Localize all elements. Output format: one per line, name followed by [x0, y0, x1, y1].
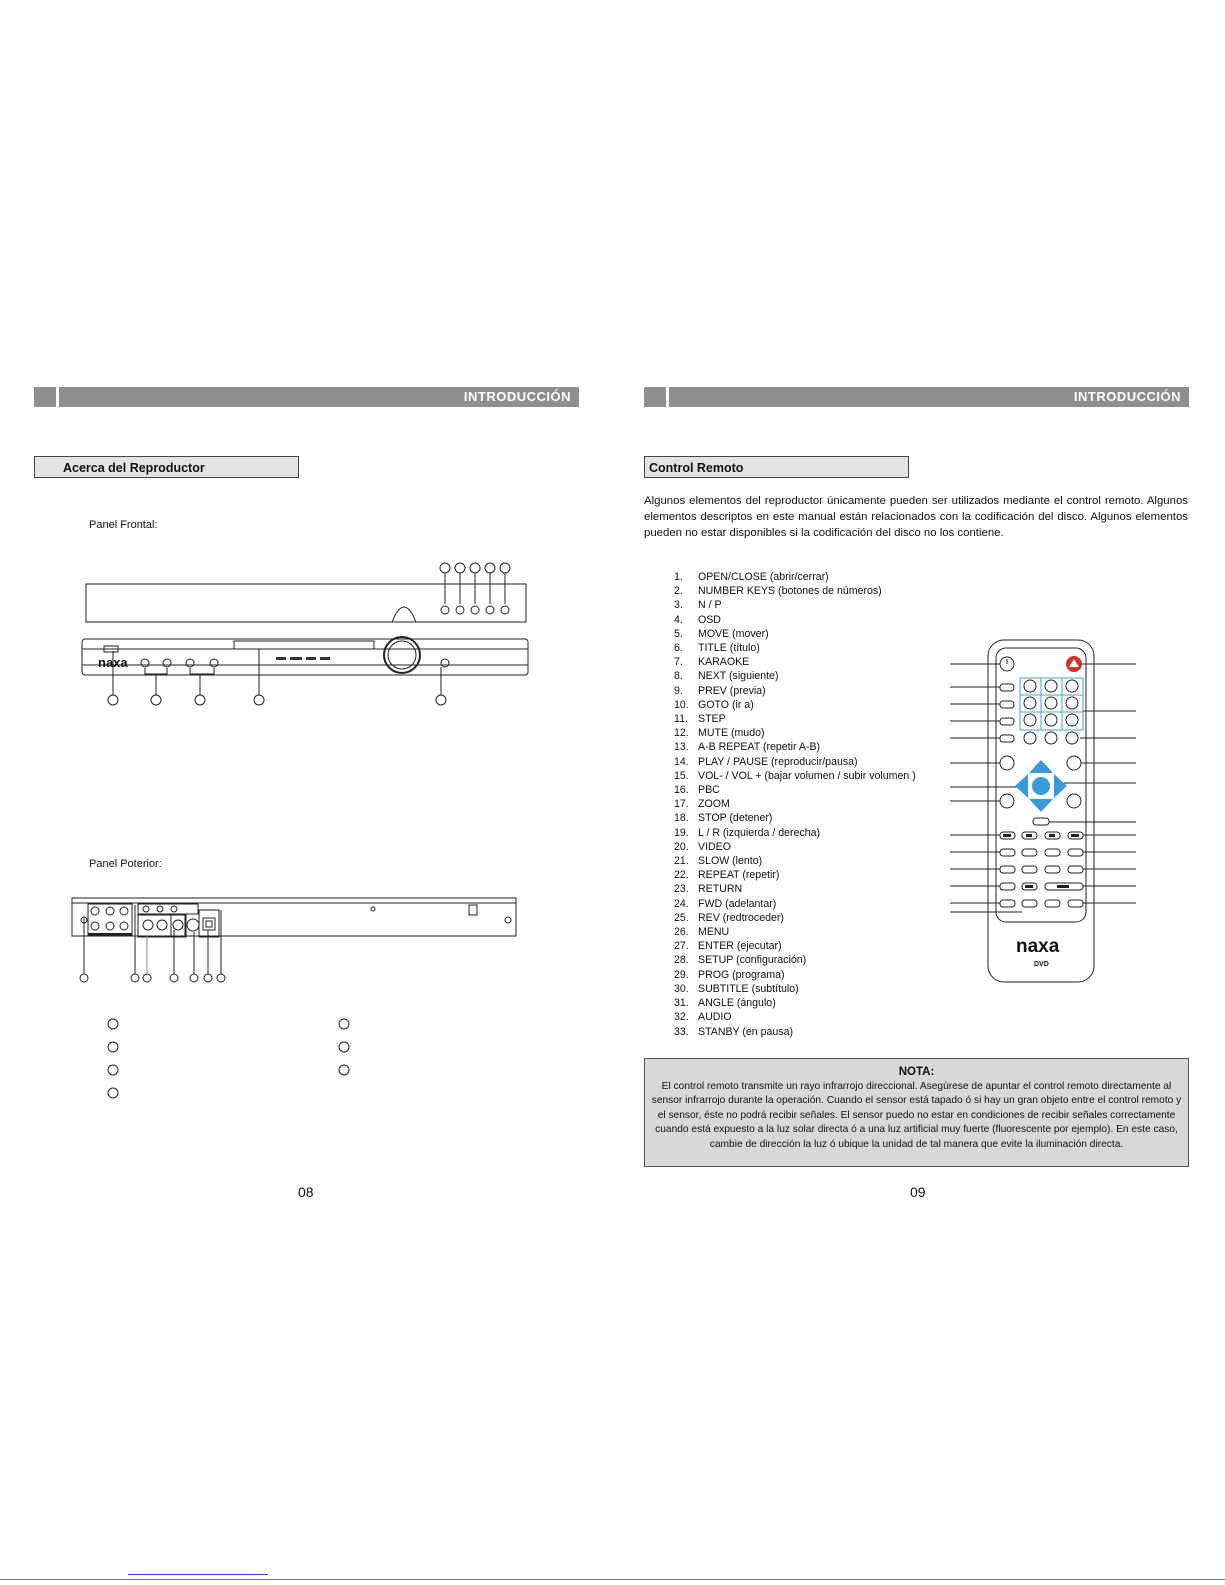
item-text: VIDEO [698, 840, 731, 853]
item-number: 26. [674, 926, 689, 939]
item-number: 13. [674, 741, 689, 754]
nav-left-icon [1015, 774, 1028, 798]
item-text: NUMBER KEYS (botones de números) [698, 585, 882, 598]
item-text: MUTE (mudo) [698, 727, 765, 740]
item-text: SETUP (configuración) [698, 954, 807, 967]
page-number: 09 [910, 1184, 926, 1200]
page-header: INTRODUCCIÓN [59, 387, 579, 407]
item-text: OPEN/CLOSE (abrir/cerrar) [698, 571, 829, 583]
item-text: N / P [698, 599, 722, 612]
list-item [674, 1010, 916, 1024]
item-number: 8. [674, 670, 683, 683]
front-panel-label: Panel Frontal: [89, 519, 158, 531]
item-text: KARAOKE [698, 656, 750, 669]
nav-pad [1015, 760, 1067, 812]
item-number: 24. [674, 897, 689, 910]
item-text: STANBY (en pausa) [698, 1025, 793, 1038]
item-text: ANGLE (ángulo) [698, 997, 776, 1010]
item-number: 11. [674, 713, 688, 726]
item-text: NEXT (siguiente) [698, 670, 779, 683]
item-number: 33. [674, 1025, 689, 1038]
item-number: 15. [674, 769, 689, 782]
remote-brand: naxa [1016, 936, 1060, 957]
item-number: 23. [674, 883, 689, 896]
item-number: 14. [674, 755, 689, 768]
page-number: 08 [298, 1184, 314, 1200]
transport-buttons [1000, 832, 1083, 907]
intro-paragraph: Algunos elementos del reproductor únicamente pueden ser utilizados mediante el control remoto. Algunos elementos descriptos en este manual están relacionados con la codificación del disco. Algunos elementos pueden no estar disponibles si la codificación del disco no los contiene. [644, 495, 1188, 539]
nav-right-icon [1054, 774, 1067, 798]
item-number: 25. [674, 911, 689, 924]
item-number: 20. [674, 840, 689, 853]
item-text: PBC [698, 784, 720, 797]
item-text: REPEAT (repetir) [698, 869, 780, 882]
item-text: PLAY / PAUSE (reproducir/pausa) [698, 755, 858, 768]
note-title: NOTA: [898, 1066, 935, 1078]
rear-panel-label: Panel Poterior: [89, 858, 162, 870]
section-title: Acerca del Reproductor [34, 456, 299, 478]
item-number: 3. [674, 599, 683, 612]
nav-up-icon [1029, 760, 1053, 773]
item-number: 18. [674, 812, 689, 825]
item-number: 29. [674, 968, 689, 981]
item-number: 2. [674, 585, 683, 598]
bottom-rule [0, 1579, 1225, 1580]
item-text: ENTER (ejecutar) [698, 940, 782, 953]
nav-down-icon [1029, 799, 1053, 812]
front-brand: naxa [98, 655, 128, 670]
item-text: MOVE (mover) [698, 627, 769, 640]
item-number: 5. [674, 627, 683, 640]
item-number: 32. [674, 1011, 689, 1024]
item-number: 31. [674, 997, 689, 1010]
note-box [644, 1058, 1189, 1167]
item-number: 6. [674, 642, 683, 655]
item-number: 22. [674, 869, 689, 882]
item-text: A-B REPEAT (repetir A-B) [698, 741, 821, 754]
item-number: 17. [674, 798, 689, 811]
transport-glyphs [1003, 834, 1079, 888]
item-text: ZOOM [698, 798, 730, 811]
item-number: 7. [674, 656, 683, 669]
enter-button [1032, 777, 1050, 795]
item-text: OSD [698, 613, 721, 626]
item-text: TITLE (título) [698, 642, 760, 655]
item-text: MENU [698, 926, 730, 939]
item-text: STEP [698, 713, 726, 726]
item-text: FWD (adelantar) [698, 897, 777, 910]
list-item [674, 1025, 916, 1039]
item-text: SLOW (lento) [698, 855, 763, 868]
item-text: VOL- / VOL + (bajar volumen / subir volumen ) [698, 769, 916, 782]
item-text: STOP (detener) [698, 812, 773, 825]
item-number: 19. [674, 826, 689, 839]
item-number: 28. [674, 954, 689, 967]
item-text: RETURN [698, 883, 743, 896]
item-number: 16. [674, 784, 689, 797]
item-number: 10. [674, 698, 689, 711]
item-text: PREV (previa) [698, 684, 766, 697]
item-number: 30. [674, 982, 689, 995]
item-text: AUDIO [698, 1011, 732, 1024]
item-text: PROG (programa) [698, 968, 785, 981]
remote-dvd-logo: DVD [1034, 961, 1049, 968]
item-number: 21. [674, 855, 689, 868]
page-header: INTRODUCCIÓN [669, 387, 1189, 407]
item-number: 12. [674, 727, 689, 740]
note-body: El control remoto transmite un rayo infrarrojo direccional. Asegúrese de apuntar el control remoto directamente al sensor infrarrojo durante la operación. Cuando el sensor está tapado ó si hay un gran objeto entre el control remoto y el sensor, éste no podrá recibir señales. El sensor puedo no estar en condiciones de recibir señales correctamente cuando está expuesto a la luz solar directa ó a una luz artificial muy fuerte (fluorescente por ejemplo). En este caso, cambie de dirección la luz ó ubique la unidad de tal manera que evite la iluminación directa. [651, 1080, 1182, 1150]
item-text: REV (redtroceder) [698, 911, 784, 924]
item-number: 9. [674, 684, 683, 697]
item-text: GOTO (ir a) [698, 698, 754, 711]
section-title: Control Remoto [644, 456, 909, 478]
item-text: L / R (izquierda / derecha) [698, 826, 821, 839]
item-text: SUBTITLE (subtítulo) [698, 982, 799, 995]
item-number: 4. [674, 613, 683, 626]
bottom-link-underline [128, 1574, 268, 1575]
item-number: 1. [674, 571, 683, 583]
item-number: 27. [674, 940, 689, 953]
